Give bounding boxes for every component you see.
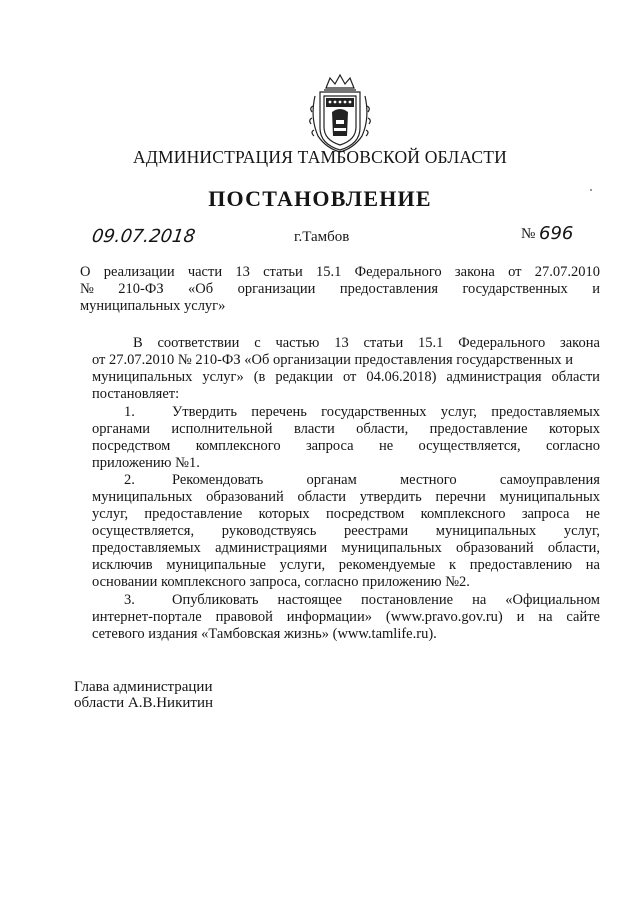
word: 04.06.2018) xyxy=(366,369,437,385)
word: услуг» xyxy=(202,369,244,385)
word: перечень xyxy=(251,404,307,420)
word: Опубликовать xyxy=(172,592,259,608)
word: «Об xyxy=(188,281,214,297)
word: от xyxy=(508,264,522,280)
word: власти xyxy=(293,421,335,437)
item2-number: 2. xyxy=(124,472,135,488)
word: комплексного xyxy=(420,506,506,522)
word: части xyxy=(187,264,223,280)
word: запроса xyxy=(305,438,354,454)
word: предоставляемых xyxy=(92,540,201,556)
word: от xyxy=(342,369,357,385)
word: услуг, xyxy=(92,506,129,522)
word: «Официальном xyxy=(505,592,600,608)
item3-line-2 xyxy=(92,609,600,625)
word: запроса xyxy=(521,506,570,522)
document-number-sign: № xyxy=(521,226,536,242)
item1-line-2 xyxy=(92,421,600,437)
item2-line-4 xyxy=(92,523,600,539)
word: Федерального xyxy=(458,335,546,351)
word: реализации xyxy=(103,264,175,280)
word: области xyxy=(297,489,346,505)
word: предоставлению xyxy=(469,557,573,573)
word: осуществляется, xyxy=(92,523,195,539)
item1-line-1 xyxy=(172,404,600,420)
word: Федерального xyxy=(354,264,442,280)
word: муниципальных xyxy=(92,369,193,385)
word: области xyxy=(551,369,600,385)
word: сайте xyxy=(566,609,600,625)
word: которых xyxy=(258,506,310,522)
word: на xyxy=(538,609,553,625)
word: местного xyxy=(400,472,457,488)
word: образований xyxy=(456,540,534,556)
item1-line-3 xyxy=(92,438,600,454)
word: муниципальных xyxy=(499,489,600,505)
word: не xyxy=(585,506,600,522)
word: утвердить xyxy=(359,489,422,505)
tambov-region-coat-of-arms-icon xyxy=(306,70,374,154)
word: посредством xyxy=(92,438,171,454)
word: В xyxy=(133,335,143,351)
word: перечни xyxy=(435,489,486,505)
word: соответствии xyxy=(157,335,240,351)
word: статьи xyxy=(363,335,404,351)
para1-line-1 xyxy=(133,335,600,351)
para1-line-3 xyxy=(92,369,600,385)
item3-line-1 xyxy=(172,592,600,608)
title-line-3: муниципальных услуг» xyxy=(80,298,226,314)
word: образований xyxy=(206,489,284,505)
word: на xyxy=(585,557,600,573)
word: с xyxy=(254,335,261,351)
word: Рекомендовать xyxy=(172,472,264,488)
word: 27.07.2010 xyxy=(534,264,600,280)
word: услуг, xyxy=(563,523,600,539)
document-date: 09.07.2018 xyxy=(90,226,197,247)
word: руководствуясь xyxy=(221,523,317,539)
word: (www.pravo.gov.ru) xyxy=(385,609,503,625)
word: Утвердить xyxy=(172,404,237,420)
word: редакции xyxy=(275,369,333,385)
word: исполнительной xyxy=(171,421,273,437)
document-number: 696 xyxy=(539,223,574,244)
word: № xyxy=(80,281,94,297)
para1-line-2: от 27.07.2010 № 210-ФЗ «Об организации предоставления государственных и xyxy=(92,352,573,368)
word: осуществляется, xyxy=(418,438,521,454)
word: правовой xyxy=(215,609,273,625)
word: комплексного xyxy=(195,438,281,454)
word: организации xyxy=(237,281,316,297)
para1-line-4: постановляет: xyxy=(92,386,180,402)
item2-line-1 xyxy=(172,472,600,488)
word: на xyxy=(472,592,487,608)
item3-number: 3. xyxy=(124,592,135,608)
word: и xyxy=(592,281,600,297)
word: области, xyxy=(356,421,409,437)
title-line-2 xyxy=(80,281,600,297)
word: государственных xyxy=(462,281,568,297)
word: предоставления xyxy=(339,281,439,297)
item1-line-4: приложению №1. xyxy=(92,455,200,471)
scan-speck xyxy=(590,189,592,191)
word: государственных xyxy=(321,404,427,420)
word: закона xyxy=(454,264,495,280)
document-city: г.Тамбов xyxy=(294,229,350,245)
word: к xyxy=(449,557,457,573)
word: муниципальных xyxy=(341,540,442,556)
word: области, xyxy=(547,540,600,556)
word: администрациями xyxy=(215,540,328,556)
word: муниципальных xyxy=(435,523,537,539)
word: закона xyxy=(560,335,600,351)
word: (в xyxy=(253,369,266,385)
item2-line-7: основании комплексного запроса, согласно приложению №2. xyxy=(92,574,470,590)
word: постановление xyxy=(361,592,454,608)
item3-line-3: сетевого издания «Тамбовская жизнь» (www.tamlife.ru). xyxy=(92,626,437,642)
signature-position: Глава администрации xyxy=(74,679,213,695)
word: согласно xyxy=(545,438,600,454)
word: предоставление xyxy=(429,421,528,437)
item2-line-6 xyxy=(92,557,600,573)
word: статьи xyxy=(263,264,303,280)
word: рекомендуемые xyxy=(338,557,436,573)
word: и xyxy=(516,609,525,625)
word: услуг, xyxy=(440,404,477,420)
organization-name: АДМИНИСТРАЦИЯ ТАМБОВСКОЙ ОБЛАСТИ xyxy=(133,147,507,167)
word: посредством xyxy=(325,506,405,522)
title-line-1 xyxy=(80,264,600,280)
word: предоставление xyxy=(144,506,243,522)
item2-line-2 xyxy=(92,489,600,505)
item2-line-5 xyxy=(92,540,600,556)
signature-name: области А.В.Никитин xyxy=(74,695,214,711)
word: предоставляемых xyxy=(491,404,600,420)
item1-number: 1. xyxy=(124,404,135,420)
word: реестрами xyxy=(344,523,409,539)
word: информации» xyxy=(286,609,372,625)
word: исключив xyxy=(92,557,153,573)
word: 15.1 xyxy=(316,264,342,280)
word: услуги, xyxy=(279,557,326,573)
word: 210-ФЗ xyxy=(118,281,164,297)
word: муниципальные xyxy=(166,557,266,573)
word: муниципальных xyxy=(92,489,193,505)
word: частью xyxy=(275,335,320,351)
document-type: ПОСТАНОВЛЕНИЕ xyxy=(208,186,432,211)
word: которых xyxy=(548,421,600,437)
word: органами xyxy=(92,421,151,437)
item2-line-3 xyxy=(92,506,600,522)
word: органам xyxy=(306,472,357,488)
word: не xyxy=(378,438,394,454)
word: О xyxy=(80,264,91,280)
word: настоящее xyxy=(277,592,342,608)
word: 13 xyxy=(235,264,250,280)
word: интернет-портале xyxy=(92,609,202,625)
word: администрация xyxy=(446,369,542,385)
word: 15.1 xyxy=(418,335,444,351)
word: самоуправления xyxy=(499,472,600,488)
word: 13 xyxy=(334,335,349,351)
